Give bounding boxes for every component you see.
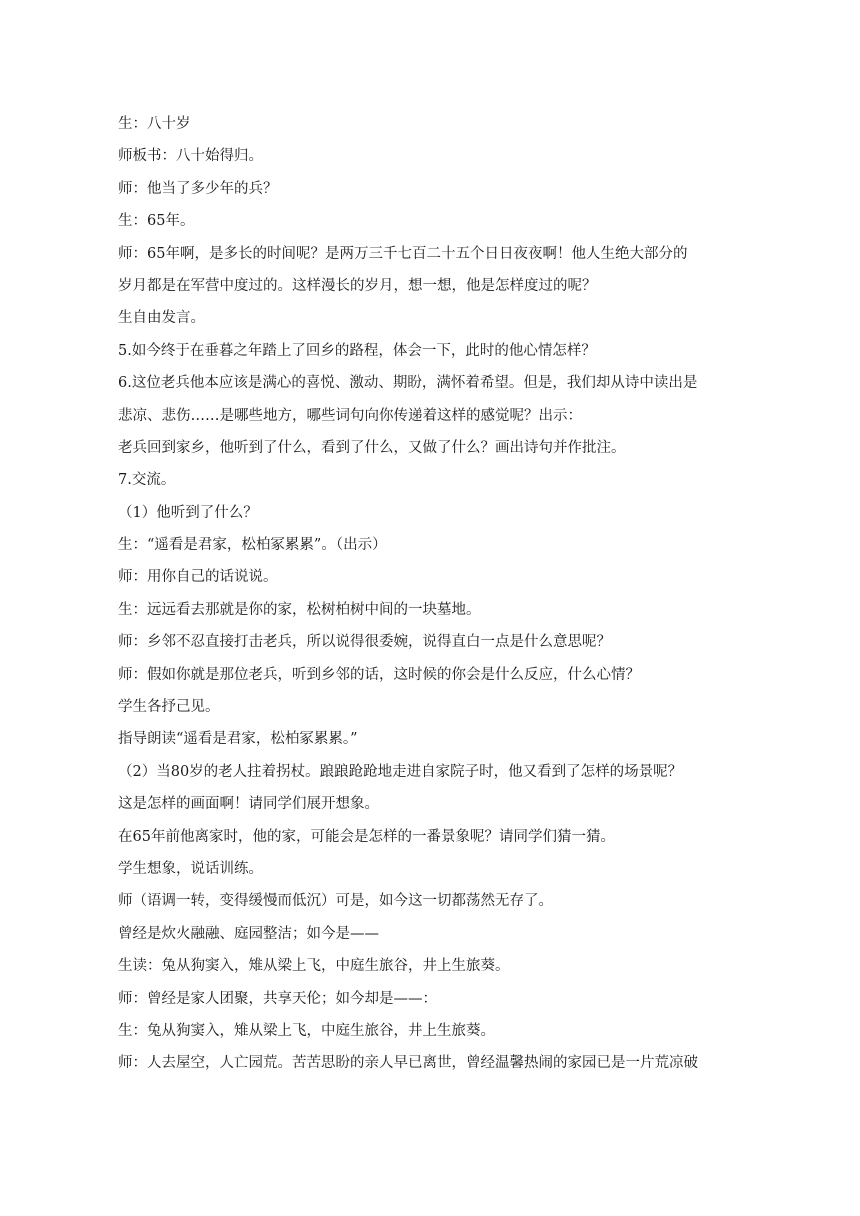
text-line: （1）他听到了什么？ (118, 504, 258, 521)
text-line: （2）当80岁的老人拄着拐杖。踉踉跄跄地走进自家院子时，他又看到了怎样的场景呢？ (118, 763, 683, 780)
text-line: 生：八十岁 (118, 116, 191, 132)
text-line: 7.交流。 (118, 472, 176, 489)
document-body (118, 108, 743, 1080)
text-line: 生：远远看去那就是你的家，松树柏树中间的一块墓地。 (118, 601, 481, 618)
text-line: 曾经是炊火融融、庭园整洁；如今是—— (118, 925, 379, 942)
text-line: 师：曾经是家人团聚，共享天伦；如今却是——： (118, 990, 437, 1007)
text-line: 5.如今终于在垂暮之年踏上了回乡的路程，体会一下，此时的他心情怎样？ (118, 342, 596, 359)
text-line: 岁月都是在军营中度过的。这样漫长的岁月，想一想，他是怎样度过的呢？ (118, 277, 597, 294)
text-line: 学生各抒己见。 (118, 699, 220, 716)
text-line: 师：人去屋空，人亡园荒。苦苦思盼的亲人早已离世，曾经温馨热闹的家园已是一片荒凉破 (118, 1055, 698, 1072)
text-line: 学生想象，说话训练。 (118, 860, 263, 877)
text-line: 生自由发言。 (118, 310, 205, 327)
text-line: 师（语调一转，变得缓慢而低沉）可是，如今这一切都荡然无存了。 (118, 893, 553, 910)
text-line: 生：“遥看是君家，松柏冢累累”。（出示） (118, 537, 387, 554)
text-line: 师：他当了多少年的兵？ (118, 180, 278, 197)
text-line: 师：乡邻不忍直接打击老兵，所以说得很委婉，说得直白一点是什么意思呢？ (118, 634, 611, 651)
text-line: 指导朗读“遥看是君家，松柏冢累累。” (118, 731, 358, 748)
text-line: 生读：兔从狗窦入，雉从梁上飞，中庭生旅谷，井上生旅葵。 (118, 958, 510, 975)
text-line: 生：兔从狗窦入，雉从梁上飞，中庭生旅谷，井上生旅葵。 (118, 1022, 495, 1039)
text-line: 师：用你自己的话说说。 (118, 569, 278, 586)
text-line: 师：假如你就是那位老兵，听到乡邻的话，这时候的你会是什么反应，什么心情？ (118, 666, 640, 683)
text-line: 师板书：八十始得归。 (118, 148, 263, 165)
text-line: 6.这位老兵他本应该是满心的喜悦、激动、期盼，满怀着希望。但是，我们却从诗中读出是 (118, 375, 698, 392)
text-line: 老兵回到家乡，他听到了什么，看到了什么，又做了什么？画出诗句并作批注。 (118, 439, 626, 456)
text-line: 生：65年。 (118, 213, 195, 230)
text-line: 悲凉、悲伤……是哪些地方，哪些词句向你传递着这样的感觉呢？出示： (118, 407, 582, 424)
text-line: 师：65年啊，是多长的时间呢？是两万三千七百二十五个日日夜夜啊！他人生绝大部分的 (118, 245, 688, 262)
text-line: 在65年前他离家时，他的家，可能会是怎样的一番景象呢？请同学们猜一猜。 (118, 828, 615, 845)
text-line: 这是怎样的画面啊！请同学们展开想象。 (118, 796, 379, 813)
